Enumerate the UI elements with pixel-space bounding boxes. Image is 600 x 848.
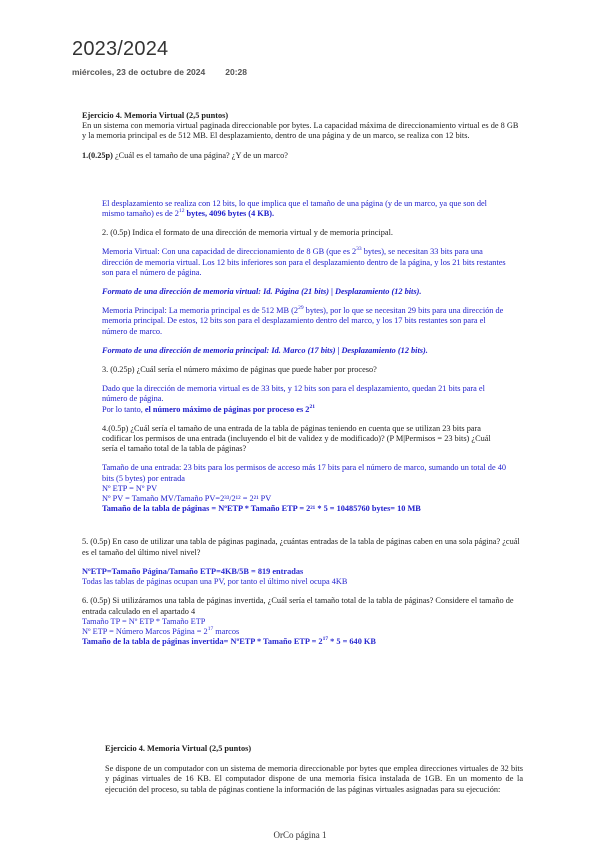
time-text: 20:28 — [225, 67, 247, 77]
question-1: 1.(0.25p) ¿Cuál es el tamaño de una página? ¿Y de un marco? — [82, 150, 288, 160]
exercise-2-body: Se dispone de un computador con un sistema de memoria direccionable por bytes que emplea direcciones virtuales de 32 bits y páginas virtuales de 16 KB. El computador dispone de una memoria física instalada de 1GB. En un momento de la ejecución del proceso, su tabla de páginas contiene la información de las páginas virtuales asignadas para su ejecución: — [105, 763, 523, 794]
answer-5-line2: Todas las tablas de páginas ocupan una PV, por tanto el último nivel ocupa 4KB — [82, 577, 348, 587]
answer-2-main: Memoria Principal: La memoria principal es de 512 MB ($2^{29}$ bytes), por lo que se necesitan 29 bits para una dirección de memoria principal. De estos, 12 bits son para el desplazamiento dentro del marco, y los 17 bits restantes son para el número de marco. — [102, 305, 504, 336]
answer-6-line2: Nº ETP = Número Marcos Página = $2^{17}$ marcos — [82, 626, 240, 636]
answer-6-line3: Tamaño de la tabla de páginas invertida= NºETP * Tamaño ETP = $2^{17} * 5 = 640$ KB — [82, 636, 376, 647]
question-4: 4.(0.5p) ¿Cuál sería el tamaño de una entrada de la tabla de páginas teniendo en cuenta que se utilizan 23 bits para codificar los permisos de una entrada (incluyendo el bit de validez y de modificado)? (P M|Permisos = 23 bits) ¿Cuál sería el tamaño total de la tabla de páginas? — [102, 423, 491, 454]
exercise-1 — [82, 111, 522, 647]
exercise-1-intro: En un sistema con memoria virtual paginada direccionable por bytes. La capacidad máxima de direccionamiento virtual es de 8 GB y la memoria principal es de 512 MB. El desplazamiento, dentro de una página y de un marco, se realiza con 12 bits. — [82, 121, 519, 141]
answer-4-line4: Tamaño de la tabla de páginas = NºETP * Tamaño ETP = 2²¹ * 5 = 10485760 bytes= 10 MB — [102, 504, 421, 514]
answer-2-main-format: Formato de una dirección de memoria principal: Id. Marco (17 bits) | Desplazamiento (12 bits). — [102, 345, 428, 355]
question-5: 5. (0.5p) En caso de utilizar una tabla de páginas paginada, ¿cuántas entradas de la tabla de páginas caben en una sola página? ¿cuál es el tamaño del último nivel nivel? — [82, 537, 520, 557]
page-footer: OrCo página 1 — [273, 830, 327, 840]
answer-3-line1: Dado que la dirección de memoria virtual es de 33 bits, y 12 bits son para el desplazamiento, quedan 21 bits para el número de página. — [102, 384, 485, 404]
question-2: 2. (0.5p) Indica el formato de una dirección de memoria virtual y de memoria principal. — [102, 228, 393, 238]
answer-2-virtual: Memoria Virtual: Con una capacidad de direccionamiento de 8 GB (que es $2^{33}$ bytes), se necesitan 33 bits para una dirección de memoria virtual. Los 12 bits inferiores son para el desplazamiento dentro de la página, y los 21 bits restantes son para el número de página. — [102, 246, 506, 277]
page-date — [72, 67, 247, 77]
page-title: 2023/2024 — [72, 38, 169, 60]
answer-4-line2: Nº ETP = Nº PV — [102, 483, 158, 493]
answer-5-line1: NºETP=Tamaño Página/Tamaño ETP=4KB/5B = 819 entradas — [82, 566, 304, 576]
date-text: miércoles, 23 de octubre de 2024 — [72, 67, 206, 77]
exercise-1-heading: Ejercicio 4. Memoria Virtual (2,5 puntos) — [82, 111, 229, 120]
answer-6-line1: Tamaño TP = Nº ETP * Tamaño ETP — [82, 616, 206, 626]
answer-2-virtual-format: Formato de una dirección de memoria virtual: Id. Página (21 bits) | Desplazamiento (12 bits). — [102, 287, 422, 297]
answer-1: El desplazamiento se realiza con 12 bits, lo que implica que el tamaño de una página (y de un marco, ya que son del mismo tamaño) es de $2^{12}$ bytes, 4096 bytes (4 KB). — [102, 198, 487, 219]
answer-4-line3: Nº PV = Tamaño MV/Tamaño PV=2³³/2¹² = 2²¹ PV — [102, 494, 272, 504]
question-3: 3. (0.25p) ¿Cuál sería el número máximo de páginas que puede haber por proceso? — [102, 365, 377, 375]
exercise-2 — [105, 744, 523, 795]
exercise-2-heading: Ejercicio 4. Memoria Virtual (2,5 puntos) — [105, 744, 252, 753]
answer-3-line2: Por lo tanto, el número máximo de páginas por proceso es $2^{21}$ — [102, 403, 315, 414]
question-6: 6. (0.5p) Si utilizáramos una tabla de páginas invertida, ¿Cuál sería el tamaño total de la tabla de páginas? Considere el tamaño de entrada calculado en el apartado 4 — [82, 596, 514, 616]
answer-4-line1: Tamaño de una entrada: 23 bits para los permisos de acceso más 17 bits para el número de marco, sumando un total de 40 bits (5 bytes) por entrada — [102, 463, 507, 483]
